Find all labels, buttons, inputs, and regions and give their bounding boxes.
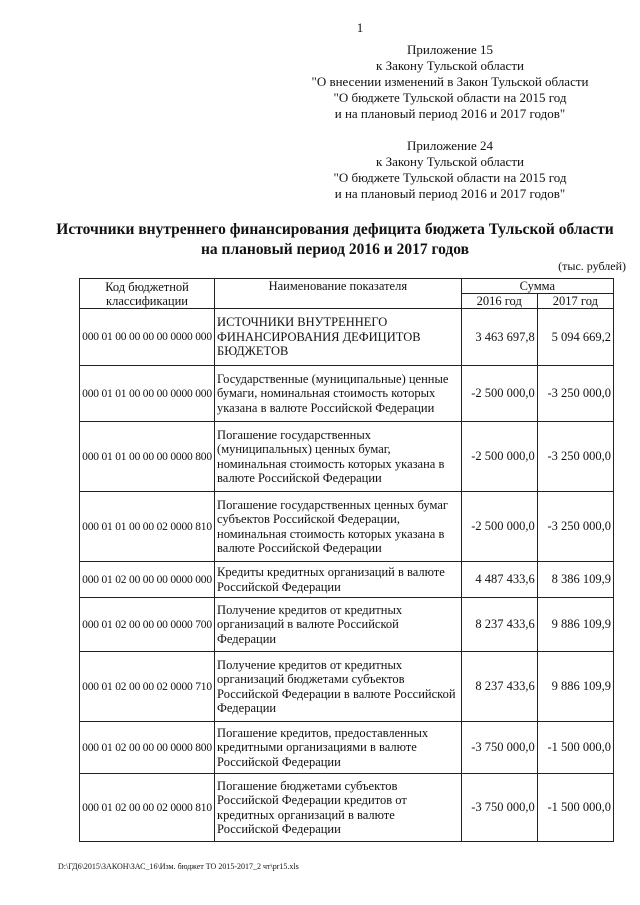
header-code: Код бюджетной классификации — [80, 279, 215, 309]
appendix-15-line: "О внесении изменений в Закон Тульской области — [311, 74, 589, 89]
appendix-15-line: к Закону Тульской области — [376, 58, 524, 73]
row-value-2017: -1 500 000,0 — [537, 774, 613, 842]
header-name: Наименование показателя — [215, 279, 462, 309]
header-2016: 2016 год — [461, 294, 537, 309]
row-value-2017: 9 886 109,9 — [537, 652, 613, 722]
row-value-2016: 4 487 433,6 — [461, 562, 537, 598]
row-value-2016: -2 500 000,0 — [461, 366, 537, 422]
appendix-15-line: и на плановый период 2016 и 2017 годов" — [334, 106, 566, 121]
row-name: Погашение кредитов, предоставленных кредитными организациями в валюте Российской Федерации — [215, 722, 462, 774]
row-code: 000 01 01 00 00 02 0000 810 — [80, 492, 215, 562]
row-code: 000 01 02 00 00 00 0000 000 — [80, 562, 215, 598]
row-value-2016: -3 750 000,0 — [461, 722, 537, 774]
row-value-2017: -3 250 000,0 — [537, 422, 613, 492]
row-value-2017: -1 500 000,0 — [537, 722, 613, 774]
row-code: 000 01 01 00 00 00 0000 800 — [80, 422, 215, 492]
row-value-2016: 8 237 433,6 — [461, 652, 537, 722]
row-name: ИСТОЧНИКИ ВНУТРЕННЕГО ФИНАНСИРОВАНИЯ ДЕФИЦИТОВ БЮДЖЕТОВ — [215, 309, 462, 366]
row-value-2016: 8 237 433,6 — [461, 598, 537, 652]
document-title-line-1: Источники внутреннего финансирования дефицита бюджета Тульской области — [56, 221, 614, 238]
table-row — [80, 652, 614, 722]
row-value-2016: -2 500 000,0 — [461, 492, 537, 562]
row-value-2017: -3 250 000,0 — [537, 492, 613, 562]
appendix-24-line: и на плановый период 2016 и 2017 годов" — [334, 186, 566, 201]
row-value-2016: 3 463 697,8 — [461, 309, 537, 366]
table-header — [80, 279, 614, 309]
row-name: Погашение государственных ценных бумаг субъектов Российской Федерации, номинальная стоимость которых указана в валюте Российской Федерации — [215, 492, 462, 562]
units-label: (тыс. рублей) — [558, 259, 626, 273]
footer-file-path: D:\ГД6\2015\ЗАКОН\ЗАС_16\Изм. бюджет ТО 2015-2017_2 чт\pr15.xls — [58, 862, 299, 871]
row-name: Погашение государственных (муниципальных) ценных бумаг, номинальная стоимость которых указана в валюте Российской Федерации — [215, 422, 462, 492]
row-name: Получение кредитов от кредитных организаций в валюте Российской Федерации — [215, 598, 462, 652]
page-number: 1 — [356, 20, 364, 35]
table-row — [80, 422, 614, 492]
appendix-15-line: "О бюджете Тульской области на 2015 год — [333, 90, 567, 105]
appendix-24-line: "О бюджете Тульской области на 2015 год — [333, 170, 567, 185]
table-row — [80, 774, 614, 842]
row-code: 000 01 02 00 00 00 0000 800 — [80, 722, 215, 774]
header-sum: Сумма — [461, 279, 613, 294]
table-body — [80, 309, 614, 842]
financing-sources-table — [79, 278, 614, 842]
table-row — [80, 366, 614, 422]
row-code: 000 01 01 00 00 00 0000 000 — [80, 366, 215, 422]
appendix-24-line: Приложение 24 — [406, 138, 494, 153]
row-value-2016: -3 750 000,0 — [461, 774, 537, 842]
row-name: Получение кредитов от кредитных организаций бюджетами субъектов Российской Федерации в валюте Российской Федерации — [215, 652, 462, 722]
appendix-15-line: Приложение 15 — [406, 42, 494, 57]
table-row — [80, 722, 614, 774]
row-code: 000 01 02 00 00 02 0000 710 — [80, 652, 215, 722]
row-value-2017: 9 886 109,9 — [537, 598, 613, 652]
row-code: 000 01 02 00 00 00 0000 700 — [80, 598, 215, 652]
row-code: 000 01 02 00 00 02 0000 810 — [80, 774, 215, 842]
document-title-line-2: на плановый период 2016 и 2017 годов — [201, 241, 469, 258]
row-value-2017: 5 094 669,2 — [537, 309, 613, 366]
appendix-15-header — [290, 42, 610, 122]
row-value-2017: -3 250 000,0 — [537, 366, 613, 422]
header-2017: 2017 год — [537, 294, 613, 309]
document-title — [40, 220, 630, 260]
table-row — [80, 562, 614, 598]
row-value-2017: 8 386 109,9 — [537, 562, 613, 598]
appendix-24-line: к Закону Тульской области — [376, 154, 524, 169]
table-row — [80, 598, 614, 652]
row-name: Кредиты кредитных организаций в валюте Российской Федерации — [215, 562, 462, 598]
row-code: 000 01 00 00 00 00 0000 000 — [80, 309, 215, 366]
row-name: Погашение бюджетами субъектов Российской Федерации кредитов от кредитных организаций в валюте Российской Федерации — [215, 774, 462, 842]
row-value-2016: -2 500 000,0 — [461, 422, 537, 492]
appendix-24-header — [290, 138, 610, 202]
row-name: Государственные (муниципальные) ценные бумаги, номинальная стоимость которых указана в валюте Российской Федерации — [215, 366, 462, 422]
table-row — [80, 309, 614, 366]
table-row — [80, 492, 614, 562]
